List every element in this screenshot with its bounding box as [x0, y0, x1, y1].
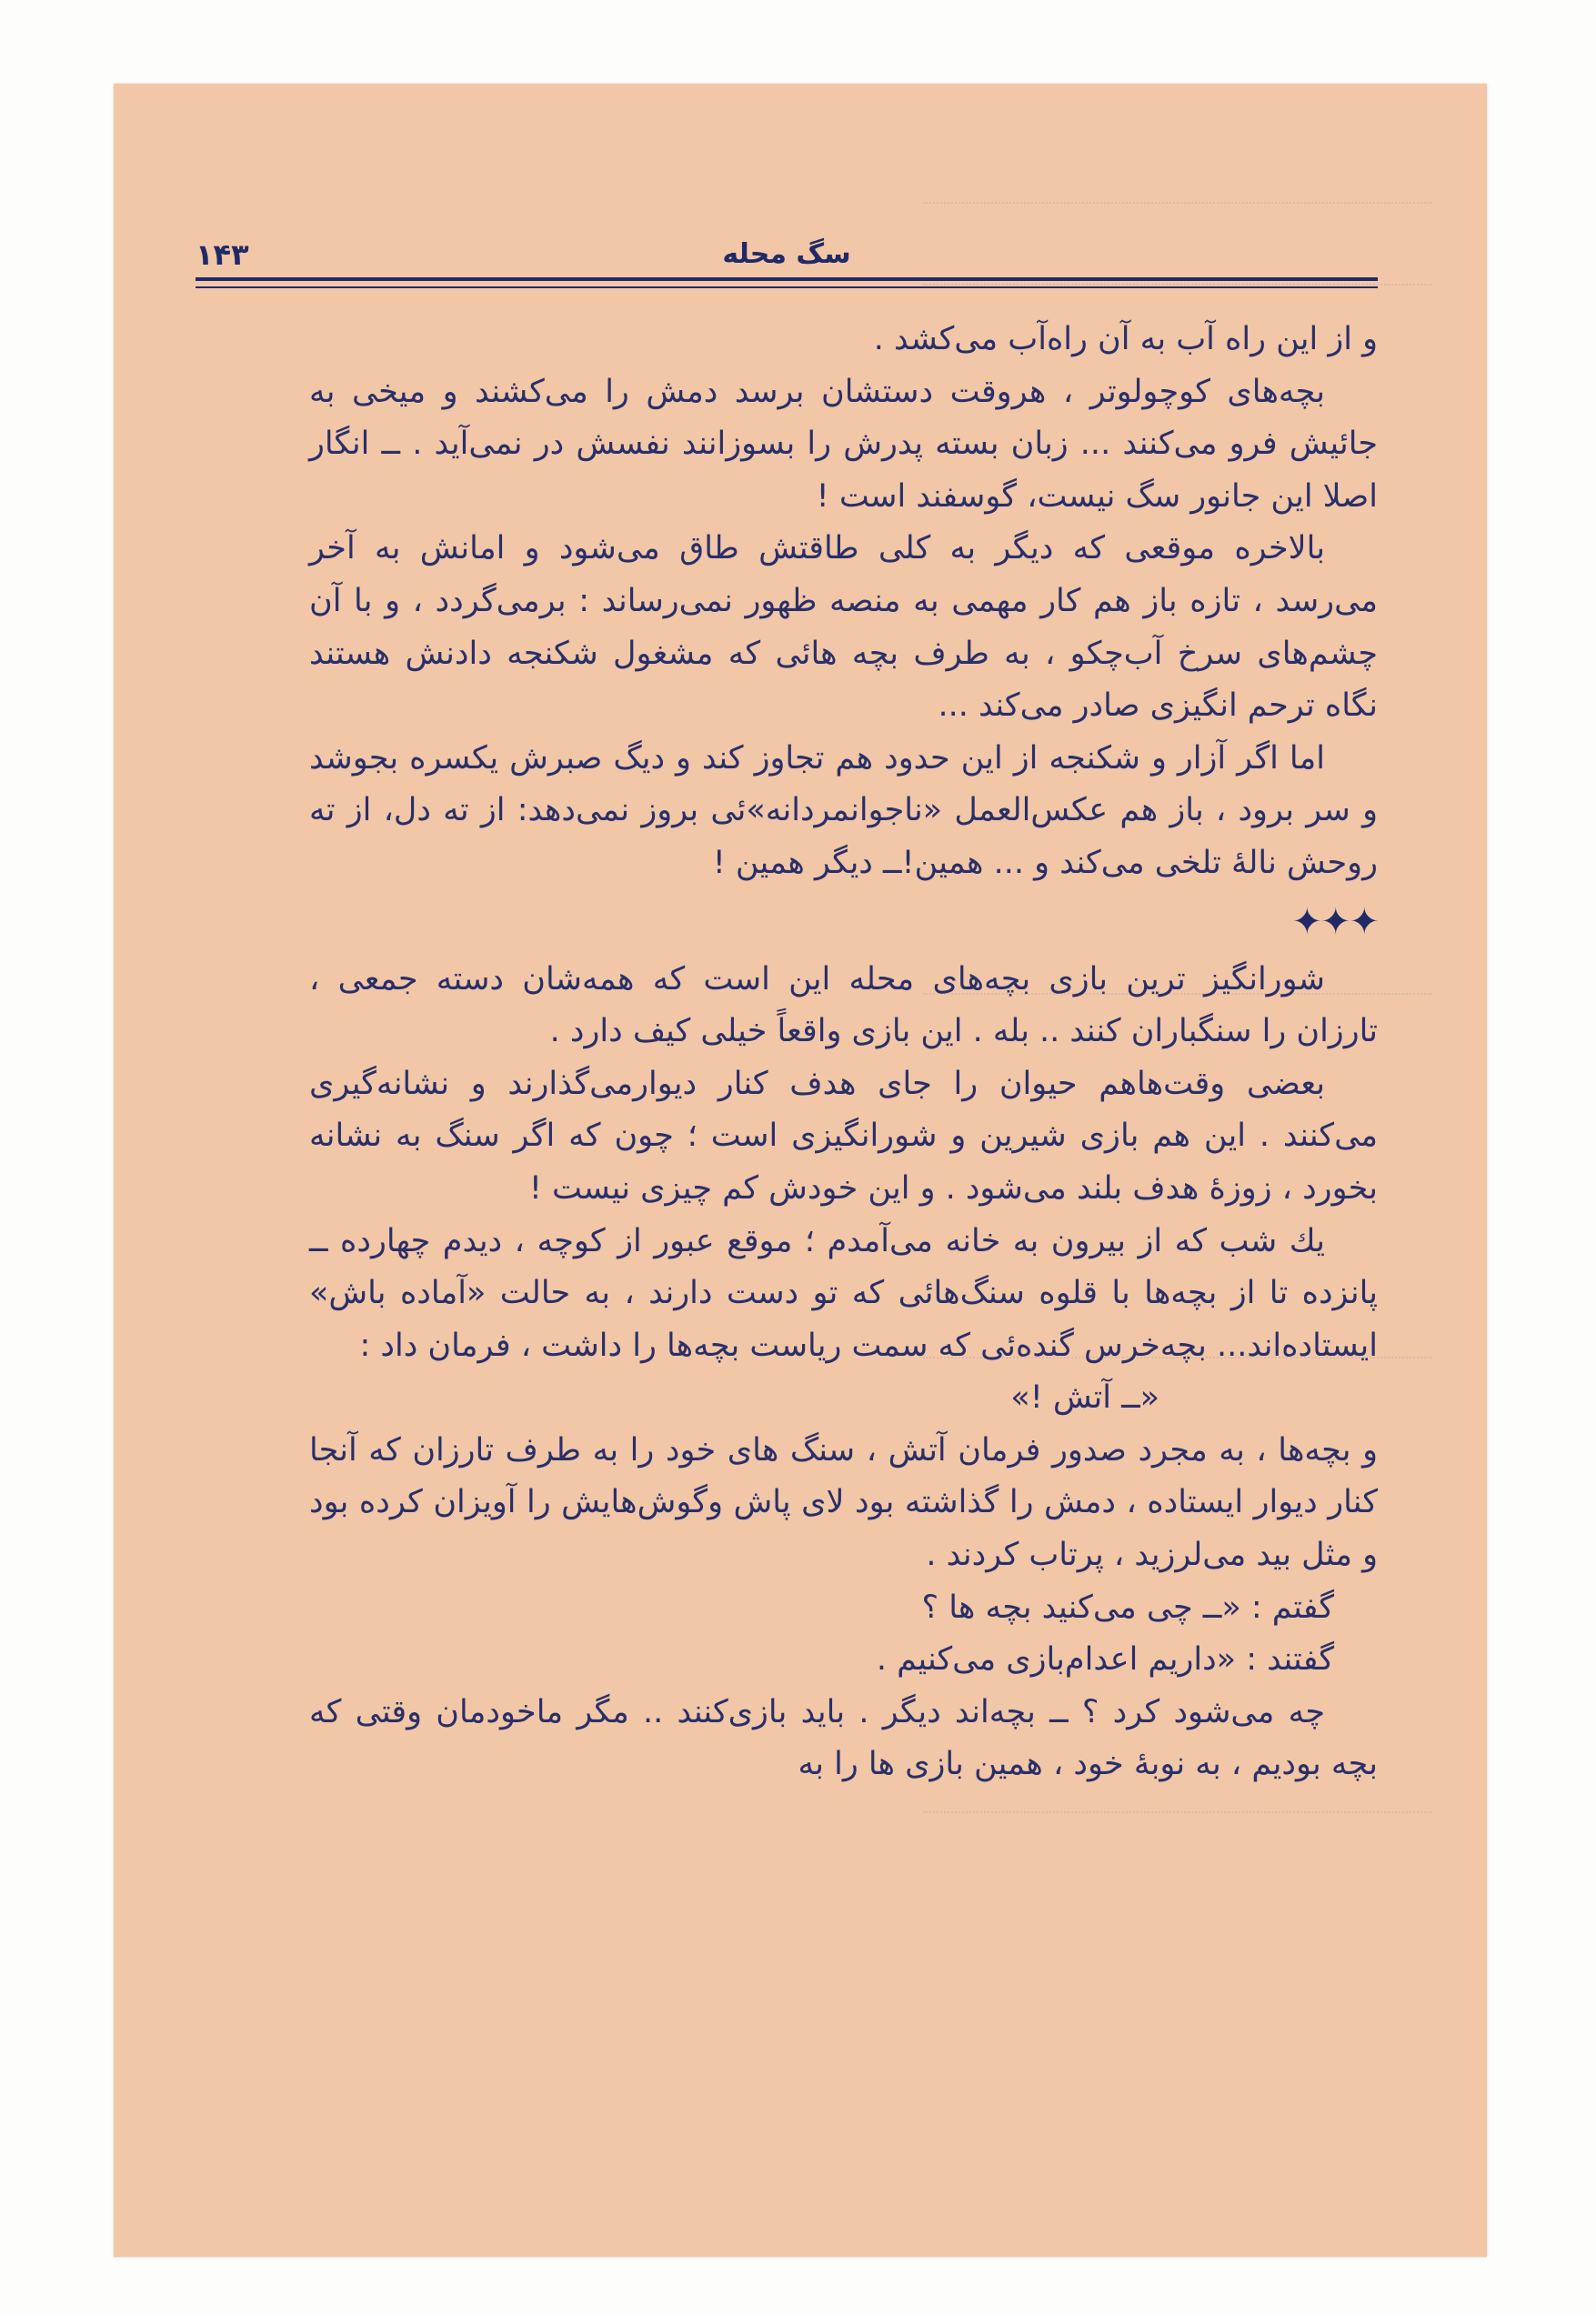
paragraph: بالاخره موقعی که دیگر به کلی طاقتش طاق می‌شود و امانش به آخر می‌رسد ، تازه باز هم کار مهمی به منصه ظهور نمی‌رساند : برمی‌گردد ، و با آن چشم‌های سرخ آب‌چکو ، به طرف بچه هائی که مشغول شکنجه دادنش هستند نگاه ترحم انگیزی صادر می‌کند ... [309, 530, 1378, 725]
running-title: سگ محله [722, 238, 851, 270]
page-header [196, 232, 1378, 277]
body-text [309, 314, 1378, 1791]
dialog-line: گفتند : «داریم اعدام‌بازی می‌کنیم . [876, 1641, 1334, 1679]
paragraph: و از این راه آب به آن راه‌آب می‌کشد . [873, 321, 1378, 357]
paragraph: شورانگیز ترین بازی بچه‌های محله این است که همه‌شان دسته جمعی ، تارزان را سنگباران کنند .. بله . این بازی واقعاً خیلی کیف دارد . [309, 960, 1378, 1050]
section-separator: ✦✦✦ [1291, 900, 1378, 943]
page-number: ۱۴۳ [196, 237, 249, 272]
dialog-line: گفتم : «ــ چی می‌کنید بچه ها ؟ [921, 1589, 1334, 1626]
paragraph: چه می‌شود کرد ؟ ــ بچه‌اند دیگر . باید بازی‌کنند .. مگر ماخودمان وقتی که بچه بودیم ، به نوبهٔ خود ، همین بازی ها را به [309, 1693, 1378, 1783]
paragraph: بعضی وقت‌هاهم حیوان را جای هدف کنار دیوارمی‌گذارند و نشانه‌گیری می‌کنند . این هم بازی شیرین و شورانگیزی است ؛ چون که اگر سنگ به نشانه بخورد ، زوزهٔ هدف بلند می‌شود . و این خودش کم چیزی نیست ! [309, 1065, 1378, 1207]
header-rule-thin [196, 286, 1378, 288]
header-rule-thick [196, 277, 1378, 281]
show-through-text [923, 1811, 1432, 1822]
paragraph: یك شب که از بیرون به خانه می‌آمدم ؛ موقع عبور از کوچه ، دیدم چهارده ــ پانزده تا از بچه‌ها با قلوه سنگ‌هائی که تو دست دارند ، به حالت «آماده باش» ایستاده‌اند... بچه‌خرس گنده‌ئی که سمت ریاست بچه‌ها را داشت ، فرمان داد : [309, 1222, 1378, 1364]
show-through-text [923, 284, 1432, 295]
paragraph: اما اگر آزار و شکنجه از این حدود هم تجاوز کند و دیگ صبرش یکسره بجوشد و سر برود ، باز هم عکس‌العمل «ناجوانمردانه»ئی بروز نمی‌دهد: از ته دل، از ته روحش ناله‌ٔ تلخی می‌کند و ... همین!ــ دیگر همین ! [309, 739, 1378, 881]
paragraph: بچه‌های کوچولوتر ، هروقت دستشان برسد دمش را می‌کشند و میخی به جائیش فرو می‌کنند ... زبان بسته پدرش را بسوزانند نفسش در نمی‌آید . ــ انگار اصلا این جانور سگ نیست، گوسفند است ! [309, 373, 1378, 515]
show-through-text [923, 202, 1432, 213]
quoted-command: «ــ آتش !» [1010, 1379, 1159, 1417]
paragraph: و بچه‌ها ، به مجرد صدور فرمان آتش ، سنگ های خود را به طرف تارزان که آنجا کنار دیوار ایستاده ، دمش را گذاشته بود لای پاش وگوش‌هایش را آویزان کرده بود و مثل بید می‌لرزید ، پرتاب کردند . [309, 1431, 1378, 1574]
